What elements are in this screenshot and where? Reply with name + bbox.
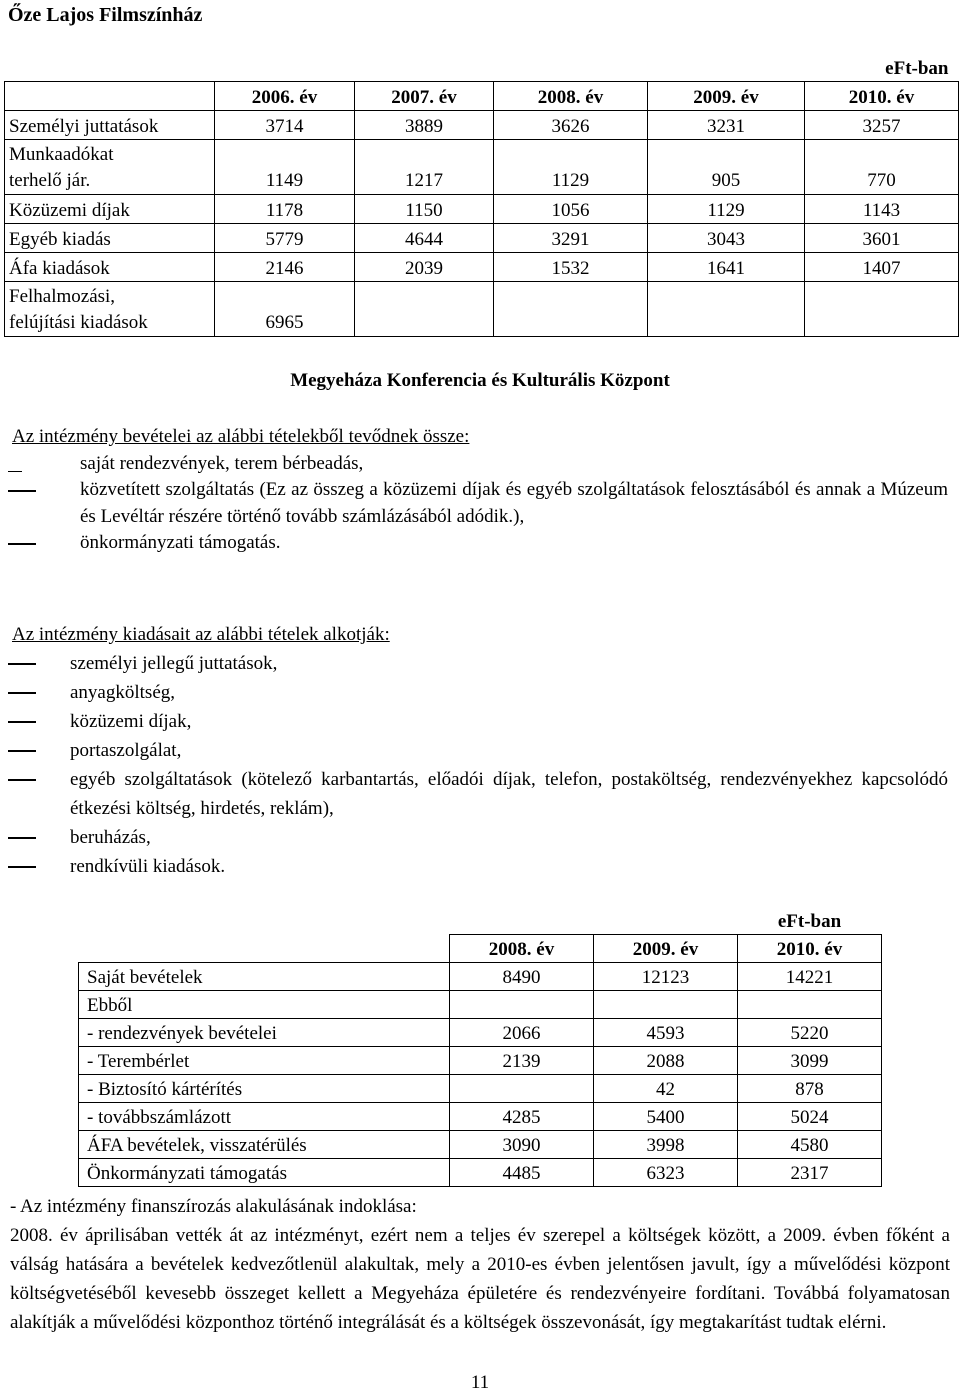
list-item: közvetített szolgáltatás (Ez az összeg a közüzemi díjak és egyéb szolgáltatások felosztásából és annak a Múzeum és Levéltár részére történő tovább számlázásából adódik.), bbox=[0, 477, 960, 530]
cell-value: 2088 bbox=[594, 1047, 738, 1075]
cell-value: 2317 bbox=[738, 1159, 882, 1187]
cell-value: 3043 bbox=[648, 224, 805, 253]
cell-value: 8490 bbox=[450, 963, 594, 991]
dash-bullet bbox=[8, 866, 36, 868]
cell-value: 1641 bbox=[648, 253, 805, 282]
table-row bbox=[5, 253, 959, 282]
unit-row bbox=[79, 907, 882, 935]
cell-value: 1178 bbox=[215, 195, 355, 224]
year-header: 2009. év bbox=[594, 935, 738, 963]
cell-value: 3257 bbox=[805, 111, 959, 140]
row-label: - továbbszámlázott bbox=[79, 1103, 450, 1131]
cell-value bbox=[738, 991, 882, 1019]
year-header: 2008. év bbox=[450, 935, 594, 963]
cell-value bbox=[805, 282, 959, 337]
cell-value: 2139 bbox=[450, 1047, 594, 1075]
list-item: személyi jellegű juttatások, bbox=[0, 649, 960, 678]
cell-value: 1143 bbox=[805, 195, 959, 224]
table-row bbox=[79, 1103, 882, 1131]
table-row bbox=[79, 963, 882, 991]
cell-value: 1129 bbox=[648, 195, 805, 224]
cell-value: 5220 bbox=[738, 1019, 882, 1047]
cell-value: 2039 bbox=[355, 253, 494, 282]
row-label: Személyi juttatások bbox=[5, 111, 215, 140]
income-section bbox=[0, 424, 960, 557]
table-row bbox=[79, 1075, 882, 1103]
cell-value: 770 bbox=[805, 140, 959, 195]
cell-value: 4644 bbox=[355, 224, 494, 253]
page-number: 11 bbox=[470, 1372, 490, 1393]
cell-value: 4593 bbox=[594, 1019, 738, 1047]
row-label: Felhalmozási, felújítási kiadások bbox=[5, 282, 215, 337]
page-title: Őze Lajos Filmszínház bbox=[8, 4, 203, 26]
dash-bullet bbox=[8, 471, 22, 473]
cell-value: 42 bbox=[594, 1075, 738, 1103]
expense-section bbox=[0, 620, 960, 881]
list-item: portaszolgálat, bbox=[0, 736, 960, 765]
row-label: - Terembérlet bbox=[79, 1047, 450, 1075]
cell-value bbox=[594, 991, 738, 1019]
list-item: saját rendezvények, terem bérbeadás, bbox=[0, 451, 960, 478]
cell-value: 4580 bbox=[738, 1131, 882, 1159]
table-row bbox=[79, 1131, 882, 1159]
cell-value: 1217 bbox=[355, 140, 494, 195]
dash-bullet bbox=[8, 837, 36, 839]
cell-value: 3714 bbox=[215, 111, 355, 140]
table-row bbox=[5, 140, 959, 195]
table-header-row bbox=[5, 82, 959, 111]
list-item: önkormányzati támogatás. bbox=[0, 530, 960, 557]
section-heading: Megyeháza Konferencia és Kulturális Központ bbox=[290, 370, 670, 391]
cell-value: 3099 bbox=[738, 1047, 882, 1075]
table-row bbox=[5, 224, 959, 253]
cell-value: 1407 bbox=[805, 253, 959, 282]
expenses-table-filmszinhaz bbox=[4, 55, 959, 337]
row-label: Egyéb kiadás bbox=[5, 224, 215, 253]
row-label: ÁFA bevételek, visszatérülés bbox=[79, 1131, 450, 1159]
unit-label: eFt-ban bbox=[777, 911, 842, 932]
dash-bullet bbox=[8, 490, 36, 492]
cell-value: 5024 bbox=[738, 1103, 882, 1131]
dash-bullet bbox=[8, 779, 36, 781]
row-label: Munkaadókat terhelő jár. bbox=[5, 140, 215, 195]
table-row bbox=[79, 1159, 882, 1187]
cell-value: 12123 bbox=[594, 963, 738, 991]
list-item: beruházás, bbox=[0, 823, 960, 852]
list-item: egyéb szolgáltatások (kötelező karbantartás, előadói díjak, telefon, postaköltség, rendezvényekhez kapcsolódó étkezési költség, hirdetés, reklám), bbox=[0, 765, 960, 823]
cell-value bbox=[450, 1075, 594, 1103]
table-row bbox=[79, 1047, 882, 1075]
cell-value: 5779 bbox=[215, 224, 355, 253]
table-header-row bbox=[79, 935, 882, 963]
table-row bbox=[79, 1019, 882, 1047]
dash-bullet bbox=[8, 721, 36, 723]
cell-value: 1149 bbox=[215, 140, 355, 195]
cell-value: 3601 bbox=[805, 224, 959, 253]
cell-value: 1532 bbox=[494, 253, 648, 282]
dash-bullet bbox=[8, 543, 36, 545]
cell-value: 3998 bbox=[594, 1131, 738, 1159]
table-row bbox=[5, 195, 959, 224]
cell-value bbox=[494, 282, 648, 337]
dash-bullet bbox=[8, 663, 36, 665]
cell-value: 1056 bbox=[494, 195, 648, 224]
cell-value: 1129 bbox=[494, 140, 648, 195]
cell-value: 905 bbox=[648, 140, 805, 195]
cell-value bbox=[355, 282, 494, 337]
row-label: - Biztosító kártérítés bbox=[79, 1075, 450, 1103]
cell-value bbox=[450, 991, 594, 1019]
row-label: Áfa kiadások bbox=[5, 253, 215, 282]
income-table-megyehaza bbox=[78, 907, 882, 1187]
row-label: Közüzemi díjak bbox=[5, 195, 215, 224]
cell-value: 3231 bbox=[648, 111, 805, 140]
year-header: 2010. év bbox=[738, 935, 882, 963]
cell-value: 3090 bbox=[450, 1131, 594, 1159]
year-header: 2006. év bbox=[215, 82, 355, 111]
table-row bbox=[79, 991, 882, 1019]
cell-value: 3889 bbox=[355, 111, 494, 140]
income-intro: Az intézmény bevételei az alábbi tételekből tevődnek össze: bbox=[12, 426, 470, 447]
year-header: 2009. év bbox=[648, 82, 805, 111]
cell-value: 878 bbox=[738, 1075, 882, 1103]
dash-bullet bbox=[8, 692, 36, 694]
cell-value: 4285 bbox=[450, 1103, 594, 1131]
cell-value: 4485 bbox=[450, 1159, 594, 1187]
cell-value: 5400 bbox=[594, 1103, 738, 1131]
header-blank bbox=[79, 935, 450, 963]
cell-value: 1150 bbox=[355, 195, 494, 224]
row-label: Saját bevételek bbox=[79, 963, 450, 991]
unit-row bbox=[5, 55, 959, 82]
cell-value: 3291 bbox=[494, 224, 648, 253]
row-label: - rendezvények bevételei bbox=[79, 1019, 450, 1047]
year-header: 2010. év bbox=[805, 82, 959, 111]
cell-value: 2146 bbox=[215, 253, 355, 282]
cell-value: 6965 bbox=[215, 282, 355, 337]
cell-value bbox=[648, 282, 805, 337]
justification-text: 2008. év áprilisában vették át az intézményt, ezért nem a teljes év szerepel a költségek között, a 2009. évben főként a válság hatására a bevételek kedvezőtlenül alakultak, mely a 2010-es évben jelentősen javult, így a művelődési központ költségvetéséből kevesebb összeget kellett a Megyeháza épületére és rendezvényeire fordítani. Továbbá folyamatosan alakítják a művelődési központhoz történő integrálását és a költségek összevonását, így megtakarítást tudtak elérni. bbox=[10, 1225, 950, 1333]
justification-heading: - Az intézmény finanszírozás alakulásának indoklása: bbox=[10, 1196, 417, 1217]
year-header: 2008. év bbox=[494, 82, 648, 111]
cell-value: 14221 bbox=[738, 963, 882, 991]
cell-value: 3626 bbox=[494, 111, 648, 140]
list-item: anyagköltség, bbox=[0, 678, 960, 707]
table-row bbox=[5, 111, 959, 140]
expense-intro: Az intézmény kiadásait az alábbi tételek alkotják: bbox=[12, 624, 390, 645]
cell-value: 2066 bbox=[450, 1019, 594, 1047]
dash-bullet bbox=[8, 750, 36, 752]
cell-value: 6323 bbox=[594, 1159, 738, 1187]
list-item: rendkívüli kiadások. bbox=[0, 852, 960, 881]
row-label: Önkormányzati támogatás bbox=[79, 1159, 450, 1187]
year-header: 2007. év bbox=[355, 82, 494, 111]
header-blank bbox=[5, 82, 215, 111]
unit-label: eFt-ban bbox=[885, 58, 949, 79]
list-item: közüzemi díjak, bbox=[0, 707, 960, 736]
table-row bbox=[5, 282, 959, 337]
row-label: Ebből bbox=[79, 991, 450, 1019]
